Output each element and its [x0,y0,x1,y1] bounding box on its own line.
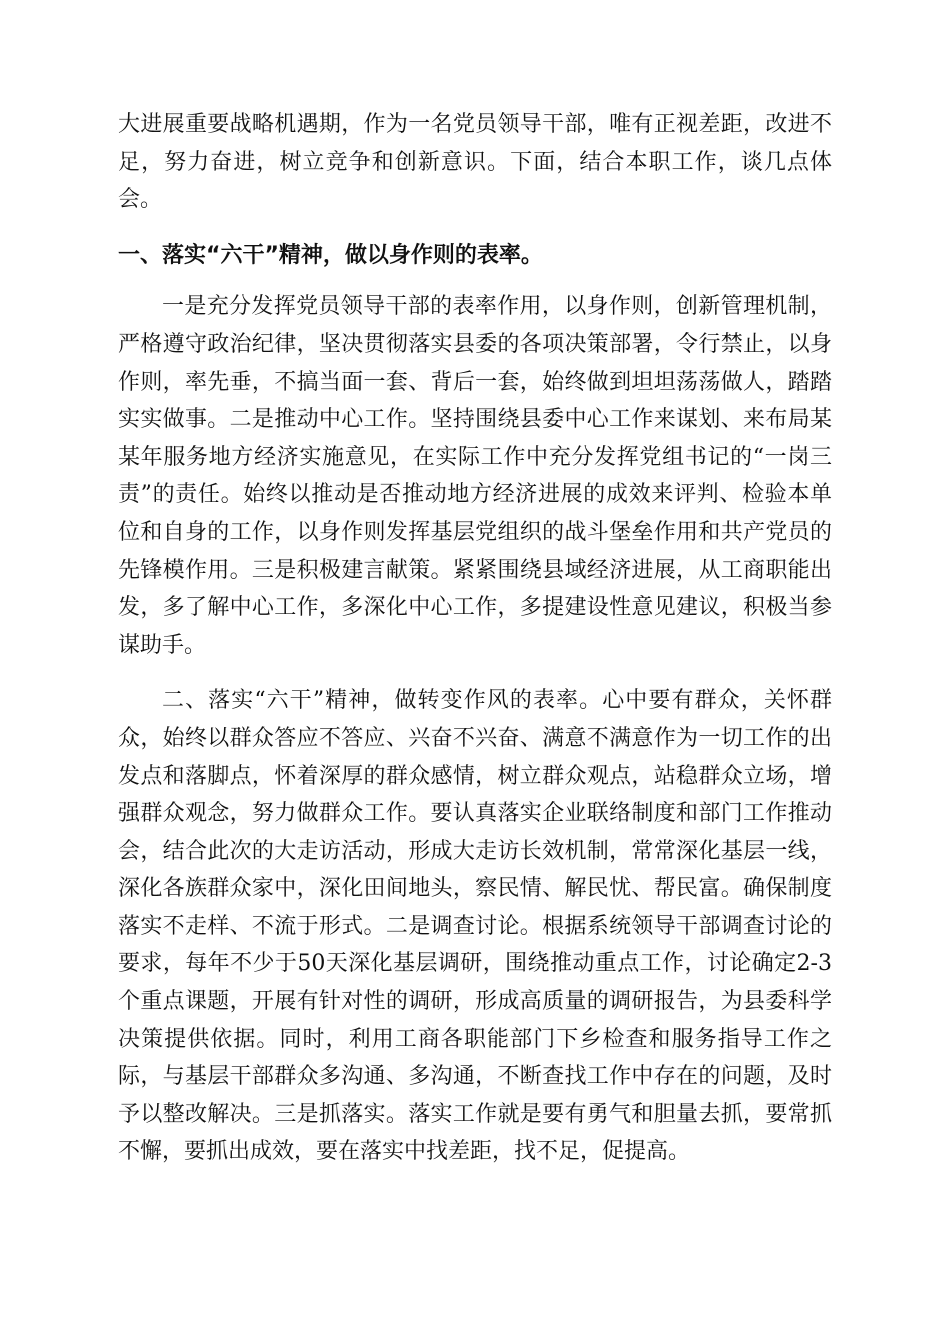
document-page [118,106,832,1171]
paragraph-intro-continuation: 大进展重要战略机遇期，作为一名党员领导干部，唯有正视差距，改进不足，努力奋进，树立竞争和创新意识。下面，结合本职工作，谈几点体会。 [118,112,832,213]
paragraph-section-1-body: 一是充分发挥党员领导干部的表率作用，以身作则，创新管理机制，严格遵守政治纪律，坚决贯彻落实县委的各项决策部署，令行禁止，以身作则，率先垂，不搞当面一套、背后一套，始终做到坦坦荡荡做人，踏踏实实做事。二是推动中心工作。坚持围绕县委中心工作来谋划、来布局某某年服务地方经济实施意见，在实际工作中充分发挥党组书记的“一岗三责”的责任。始终以推动是否推动地方经济进展的成效来评判、检验本单位和自身的工作，以身作则发挥基层党组织的战斗堡垒作用和共产党员的先锋模作用。三是积极建言献策。紧紧围绕县域经济进展，从工商职能出发，多了解中心工作，多深化中心工作，多提建设性意见建议，积极当参谋助手。 [118,294,832,658]
section-heading-1: 一、落实“六干”精神，做以身作则的表率。 [118,242,543,268]
paragraph-section-2-body: 二、落实“六干”精神，做转变作风的表率。心中要有群众，关怀群众，始终以群众答应不答应、兴奋不兴奋、满意不满意作为一切工作的出发点和落脚点，怀着深厚的群众感情，树立群众观点，站稳群众立场，增强群众观念，努力做群众工作。要认真落实企业联络制度和部门工作推动会，结合此次的大走访活动，形成大走访长效机制，常常深化基层一线，深化各族群众家中，深化田间地头，察民情、解民忧、帮民富。确保制度落实不走样、不流于形式。二是调查讨论。根据系统领导干部调查讨论的要求，每年不少于50天深化基层调研，围绕推动重点工作，讨论确定2-3个重点课题，开展有针对性的调研，形成高质量的调研报告，为县委科学决策提供依据。同时，利用工商各职能部门下乡检查和服务指导工作之际，与基层干部群众多沟通、多沟通，不断查找工作中存在的问题，及时予以整改解决。三是抓落实。落实工作就是要有勇气和胆量去抓，要常抓不懈，要抓出成效，要在落实中找差距，找不足，促提高。 [118,688,832,1165]
